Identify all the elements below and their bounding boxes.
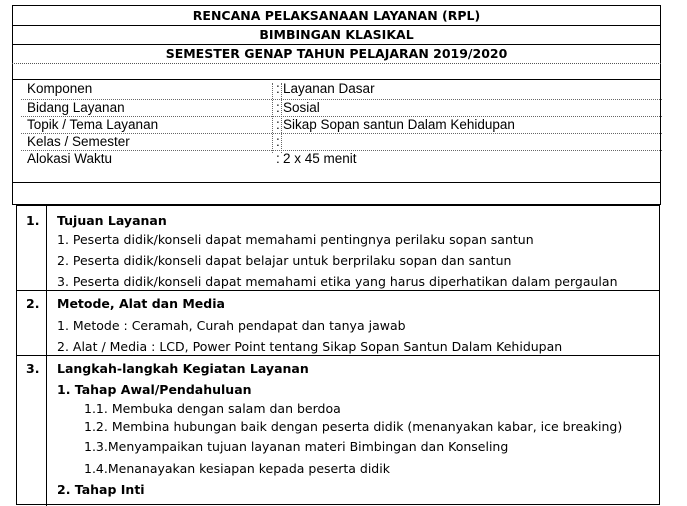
- header-subtitle: BIMBINGAN KLASIKAL: [259, 27, 414, 42]
- list-item: 2. Alat / Media : LCD, Power Point tentang Sikap Sopan Santun Dalam Kehidupan: [57, 339, 563, 354]
- section-title-metode: Metode, Alat dan Media: [57, 296, 225, 311]
- section-number: 1.: [26, 213, 40, 228]
- info-value: Sikap Sopan santun Dalam Kehidupan: [283, 117, 515, 132]
- subsection-title: 2. Tahap Inti: [57, 482, 145, 497]
- info-table: [12, 79, 661, 183]
- header-title: RENCANA PELAKSANAAN LAYANAN (RPL): [192, 8, 481, 23]
- section-title-tujuan: Tujuan Layanan: [57, 213, 167, 228]
- info-key: Bidang Layanan: [27, 100, 125, 115]
- info-value: Layanan Dasar: [283, 81, 375, 96]
- step-item: 1.4.Menanayakan kesiapan kepada peserta didik: [84, 461, 390, 476]
- info-colon: :: [276, 81, 280, 96]
- info-value-divider: [281, 83, 282, 153]
- header-semester: SEMESTER GENAP TAHUN PELAJARAN 2019/2020: [165, 46, 508, 61]
- info-colon: :: [276, 134, 280, 149]
- info-key: Komponen: [27, 81, 93, 96]
- info-colon: :: [276, 100, 280, 115]
- section-title-langkah: Langkah-langkah Kegiatan Layanan: [57, 361, 309, 376]
- section-divider: [17, 355, 659, 356]
- section-divider: [17, 290, 659, 291]
- content-table: [16, 205, 660, 505]
- spacer-row: [12, 183, 661, 205]
- section-number: 2.: [26, 296, 40, 311]
- header-divider: [12, 63, 661, 64]
- step-item: 1.1. Membuka dengan salam dan berdoa: [84, 401, 341, 416]
- info-key: Topik / Tema Layanan: [27, 117, 159, 132]
- list-item: 3. Peserta didik/konseli dapat memahami etika yang harus diperhatikan dalam pergaulan: [57, 274, 618, 289]
- info-value: 2 x 45 menit: [283, 151, 357, 166]
- subsection-title: 1. Tahap Awal/Pendahuluan: [57, 382, 252, 397]
- info-value: Sosial: [283, 100, 320, 115]
- info-colon: :: [276, 117, 280, 132]
- section-number: 3.: [26, 361, 40, 376]
- list-item: 1. Peserta didik/konseli dapat memahami pentingnya perilaku sopan santun: [57, 232, 534, 247]
- list-item: 1. Metode : Ceramah, Curah pendapat dan tanya jawab: [57, 318, 406, 333]
- info-key: Kelas / Semester: [27, 134, 130, 149]
- step-item: 1.2. Membina hubungan baik dengan peserta didik (menanyakan kabar, ice breaking): [84, 419, 623, 434]
- step-item: 1.3.Menyampaikan tujuan layanan materi Bimbingan dan Konseling: [84, 439, 509, 454]
- info-colon-divider: [272, 83, 273, 153]
- info-key: Alokasi Waktu: [27, 151, 113, 166]
- info-colon: :: [276, 151, 280, 166]
- number-column-divider: [46, 206, 47, 506]
- list-item: 2. Peserta didik/konseli dapat belajar untuk berprilaku sopan dan santun: [57, 253, 512, 268]
